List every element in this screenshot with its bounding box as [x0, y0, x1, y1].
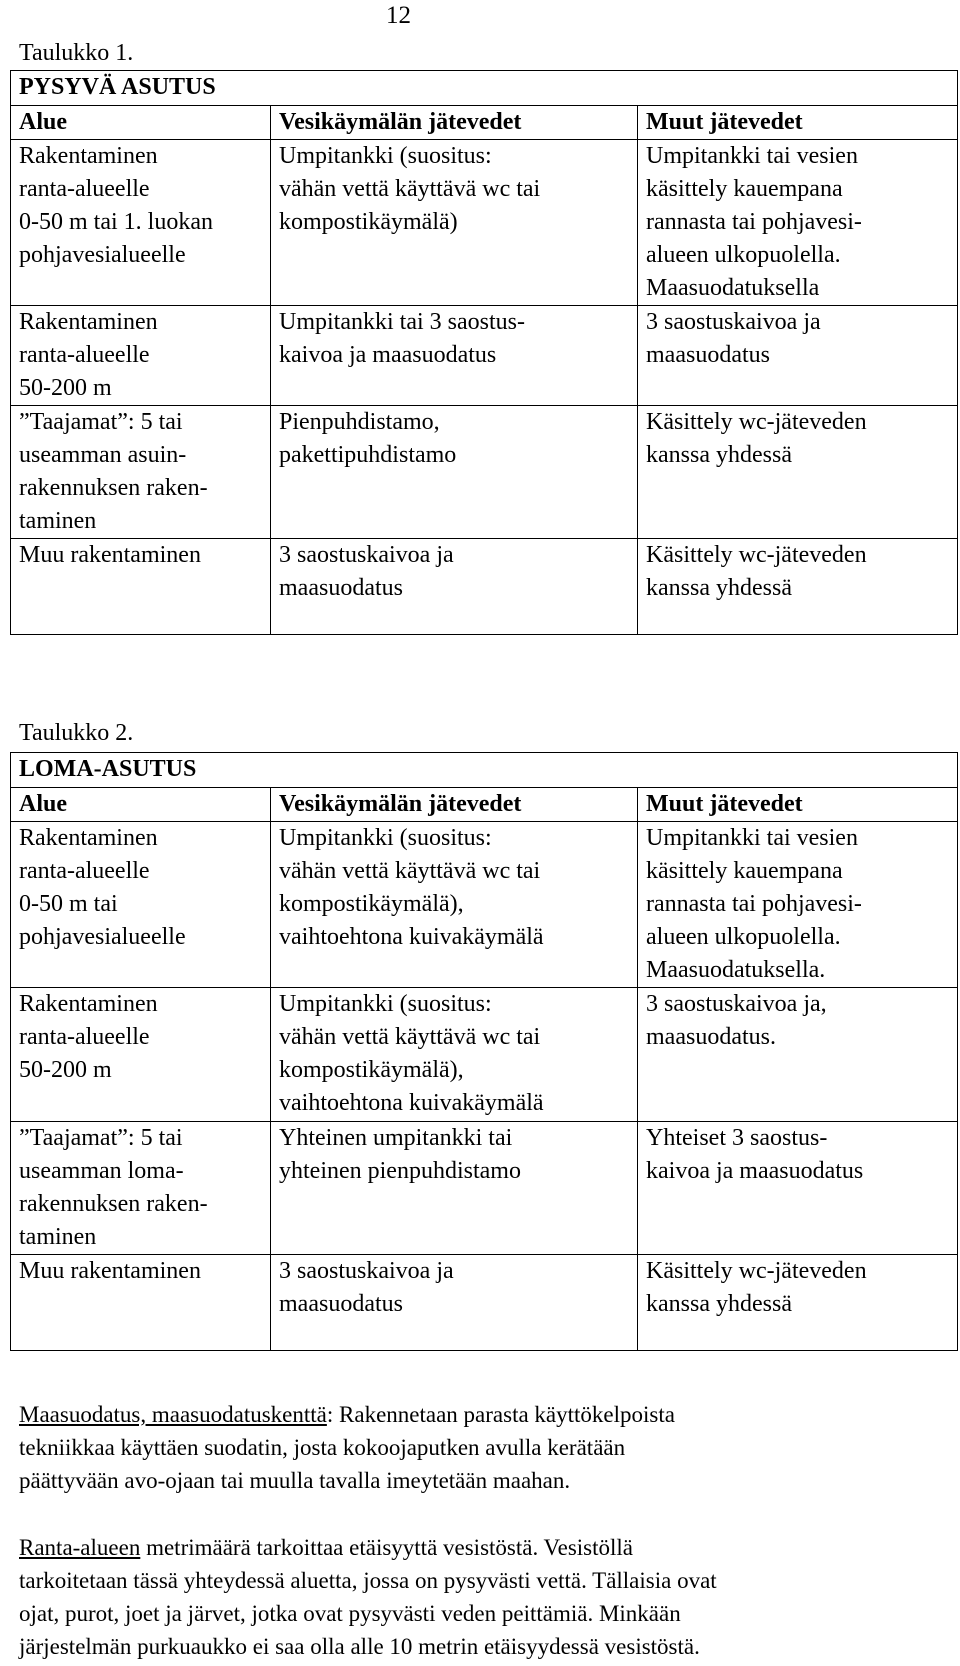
table2 — [10, 752, 958, 1351]
table1-row2-toilet: Umpitankki tai 3 saostus- kaivoa ja maasuodatus — [271, 306, 638, 406]
table1 — [10, 70, 958, 635]
table1-row4-other: Käsittely wc-jäteveden kanssa yhdessä — [638, 539, 958, 635]
table1-header-area: Alue — [11, 106, 271, 140]
table-row — [11, 1122, 958, 1255]
definition-maasuodatus — [19, 1398, 944, 1497]
table-row — [11, 306, 958, 406]
table2-header-toilet-wastewater: Vesikäymälän jätevedet — [271, 788, 638, 822]
table1-row1-area: Rakentaminen ranta-alueelle 0-50 m tai 1. luokan pohjavesialueelle — [11, 140, 271, 306]
table2-row2-area: Rakentaminen ranta-alueelle 50-200 m — [11, 988, 271, 1122]
table1-row4-toilet: 3 saostuskaivoa ja maasuodatus — [271, 539, 638, 635]
table-row — [11, 1255, 958, 1351]
definition-ranta-alue — [19, 1531, 944, 1663]
table1-row3-area: ”Taajamat”: 5 tai useamman asuin- rakennuksen raken- taminen — [11, 406, 271, 539]
table2-row4-other: Käsittely wc-jäteveden kanssa yhdessä — [638, 1255, 958, 1351]
table2-row4-area: Muu rakentaminen — [11, 1255, 271, 1351]
table1-caption: Taulukko 1. — [19, 40, 134, 66]
table2-row1-toilet: Umpitankki (suositus: vähän vettä käyttävä wc tai kompostikäymälä), vaihtoehtona kuivakäymälä — [271, 822, 638, 988]
table2-row3-toilet: Yhteinen umpitankki tai yhteinen pienpuhdistamo — [271, 1122, 638, 1255]
table1-header-toilet-wastewater: Vesikäymälän jätevedet — [271, 106, 638, 140]
table1-row1-toilet: Umpitankki (suositus: vähän vettä käyttävä wc tai kompostikäymälä) — [271, 140, 638, 306]
table2-row1-area: Rakentaminen ranta-alueelle 0-50 m tai pohjavesialueelle — [11, 822, 271, 988]
table-row — [11, 822, 958, 988]
table2-caption: Taulukko 2. — [19, 720, 134, 746]
definition-term: Maasuodatus, maasuodatuskenttä — [19, 1402, 327, 1427]
table2-title: LOMA-ASUTUS — [11, 753, 958, 788]
table2-row4-toilet: 3 saostuskaivoa ja maasuodatus — [271, 1255, 638, 1351]
definition-text: Rakennetaan parasta käyttökelpoista tekniikkaa käyttäen suodatin, josta kokoojaputken avulla kerätään päättyvään avo-ojaan tai muulla tavalla imeytetään maahan. — [19, 1402, 675, 1493]
table1-header-other-wastewater: Muut jätevedet — [638, 106, 958, 140]
table1-row3-toilet: Pienpuhdistamo, pakettipuhdistamo — [271, 406, 638, 539]
table-row — [11, 988, 958, 1122]
table2-row3-area: ”Taajamat”: 5 tai useamman loma- rakennuksen raken- taminen — [11, 1122, 271, 1255]
definition-term: Ranta-alueen — [19, 1535, 141, 1560]
table2-row2-other: 3 saostuskaivoa ja, maasuodatus. — [638, 988, 958, 1122]
table-row — [11, 539, 958, 635]
table1-row3-other: Käsittely wc-jäteveden kanssa yhdessä — [638, 406, 958, 539]
page-number: 12 — [386, 2, 411, 29]
table-row — [11, 406, 958, 539]
table2-header-area: Alue — [11, 788, 271, 822]
table1-row2-other: 3 saostuskaivoa ja maasuodatus — [638, 306, 958, 406]
table1-row2-area: Rakentaminen ranta-alueelle 50-200 m — [11, 306, 271, 406]
table1-row1-other: Umpitankki tai vesien käsittely kauempana rannasta tai pohjavesi- alueen ulkopuolella. Maasuodatuksella — [638, 140, 958, 306]
table1-row4-area: Muu rakentaminen — [11, 539, 271, 635]
definition-text: metrimäärä tarkoittaa etäisyyttä vesistöstä. Vesistöllä tarkoitetaan tässä yhteydessä aluetta, jossa on pysyvästi vettä. Tällaisia ovat ojat, purot, joet ja järvet, jotka ovat pysyvästi veden peittämiä. Minkään järjestelmän purkuaukko ei saa olla alle 10 metrin etäisyydessä vesistöstä. — [19, 1535, 717, 1659]
definition-separator: : — [326, 1402, 334, 1427]
table2-header-other-wastewater: Muut jätevedet — [638, 788, 958, 822]
table2-row1-other: Umpitankki tai vesien käsittely kauempana rannasta tai pohjavesi- alueen ulkopuolella. Maasuodatuksella. — [638, 822, 958, 988]
table2-row3-other: Yhteiset 3 saostus- kaivoa ja maasuodatus — [638, 1122, 958, 1255]
table2-row2-toilet: Umpitankki (suositus: vähän vettä käyttävä wc tai kompostikäymälä), vaihtoehtona kuivakäymälä — [271, 988, 638, 1122]
table-row — [11, 140, 958, 306]
table1-title: PYSYVÄ ASUTUS — [11, 71, 958, 106]
